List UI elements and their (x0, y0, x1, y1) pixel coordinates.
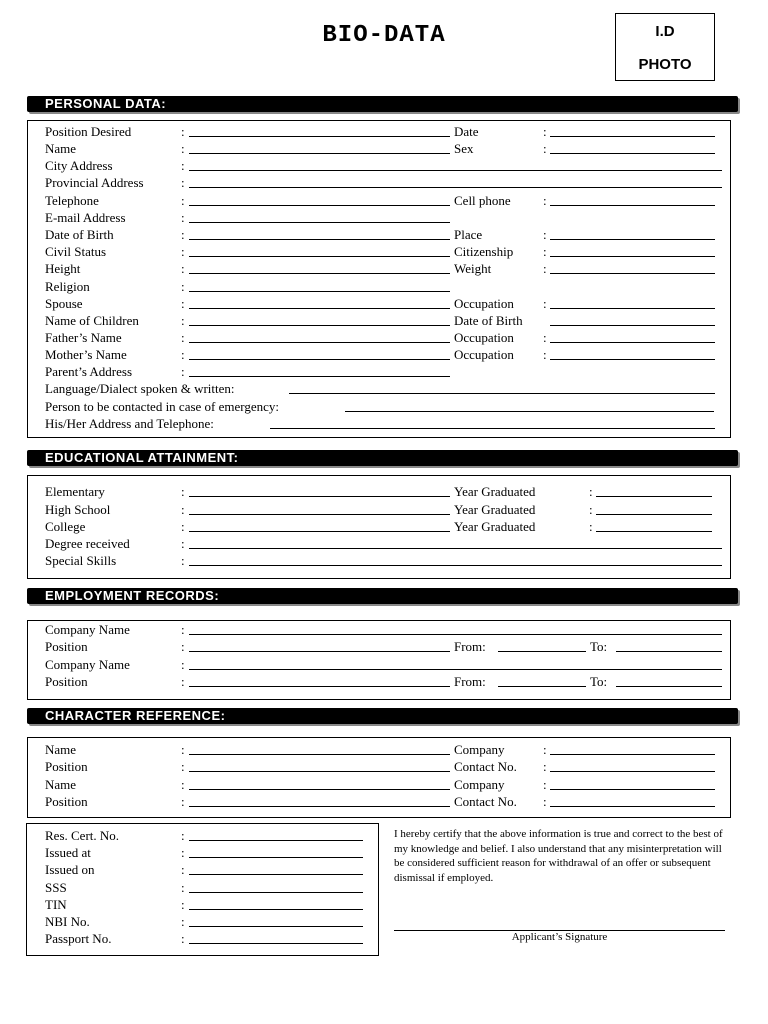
certification-text: I hereby certify that the above information is true and correct to the best of my knowledge and belief. I also understand that any misinterpretation will be considered sufficient reason for withdrawal of an offer or subsequent dismissal if employed. (394, 828, 723, 884)
high-school-label: High School (45, 502, 111, 517)
from-label-2: From: (454, 674, 486, 689)
reference-name-2-label: Name (45, 777, 77, 792)
spouse-occupation-label: Occupation (454, 296, 514, 311)
civil-status-label: Civil Status (45, 244, 107, 259)
date-of-birth-field[interactable] (189, 239, 450, 240)
telephone-field[interactable] (189, 205, 450, 206)
photo-box-line2: PHOTO (638, 56, 692, 73)
reference-company-1-field[interactable] (550, 754, 715, 755)
elementary-label: Elementary (45, 484, 105, 499)
reference-heading: CHARACTER REFERENCE: (27, 708, 738, 724)
fathers-name-label: Father’s Name (45, 330, 122, 345)
emergency-address-telephone-label: His/Her Address and Telephone: (45, 416, 214, 431)
employment-position-2-label: Position (45, 674, 88, 689)
colon-separator: : (181, 777, 185, 792)
employment-position-1-field[interactable] (189, 651, 450, 652)
colon-separator: : (181, 313, 185, 328)
provincial-address-label: Provincial Address (45, 175, 144, 190)
passport-no-field[interactable] (189, 943, 363, 944)
degree-received-label: Degree received (45, 536, 130, 551)
colon-separator: : (181, 657, 185, 672)
to-field-2[interactable] (616, 686, 722, 687)
colon-separator: : (181, 330, 185, 345)
reference-name-1-field[interactable] (189, 754, 450, 755)
colon-separator: : (181, 364, 185, 379)
spouse-field[interactable] (189, 308, 450, 309)
reference-contact-2-field[interactable] (550, 806, 715, 807)
colon-separator: : (181, 244, 185, 259)
colon-separator: : (181, 880, 185, 895)
colon-separator: : (181, 828, 185, 843)
issued-at-field[interactable] (189, 857, 363, 858)
name-label: Name (45, 141, 77, 156)
elementary-year-graduated-label: Year Graduated (454, 484, 536, 499)
colon-separator: : (181, 296, 185, 311)
sss-field[interactable] (189, 892, 363, 893)
date-of-birth-label: Date of Birth (45, 227, 114, 242)
provincial-address-field[interactable] (189, 187, 722, 188)
father-occupation-field[interactable] (550, 342, 715, 343)
colon-separator: : (181, 158, 185, 173)
reference-name-2-field[interactable] (189, 789, 450, 790)
special-skills-field[interactable] (189, 565, 722, 566)
colon-separator: : (181, 175, 185, 190)
high-school-year-graduated-label: Year Graduated (454, 502, 536, 517)
reference-contact-1-field[interactable] (550, 771, 715, 772)
reference-position-2-label: Position (45, 794, 88, 809)
tin-field[interactable] (189, 909, 363, 910)
reference-position-2-field[interactable] (189, 806, 450, 807)
college-year-graduated-label: Year Graduated (454, 519, 536, 534)
colon-separator: : (543, 742, 547, 757)
height-field[interactable] (189, 273, 450, 274)
tin-label: TIN (45, 897, 67, 912)
sex-field[interactable] (550, 153, 715, 154)
mothers-name-field[interactable] (189, 359, 450, 360)
to-field-1[interactable] (616, 651, 722, 652)
colon-separator: : (181, 124, 185, 139)
cell-phone-label: Cell phone (454, 193, 511, 208)
nbi-no-label: NBI No. (45, 914, 90, 929)
colon-separator: : (181, 742, 185, 757)
parents-address-field[interactable] (189, 376, 450, 377)
cell-phone-field[interactable] (550, 205, 715, 206)
colon-separator: : (589, 484, 593, 499)
name-of-children-label: Name of Children (45, 313, 139, 328)
from-field-2[interactable] (498, 686, 586, 687)
mother-occupation-label: Occupation (454, 347, 514, 362)
emergency-contact-label: Person to be contacted in case of emergency: (45, 399, 280, 414)
reference-position-1-field[interactable] (189, 771, 450, 772)
telephone-label: Telephone (45, 193, 99, 208)
colon-separator: : (543, 193, 547, 208)
colon-separator: : (181, 227, 185, 242)
spouse-occupation-field[interactable] (550, 308, 715, 309)
reference-name-1-label: Name (45, 742, 77, 757)
education-heading: EDUCATIONAL ATTAINMENT: (27, 450, 738, 466)
city-address-field[interactable] (189, 170, 722, 171)
personal-data-heading: PERSONAL DATA: (27, 96, 738, 112)
religion-field[interactable] (189, 291, 450, 292)
city-address-label: City Address (45, 158, 113, 173)
colon-separator: : (181, 484, 185, 499)
signature-label: Applicant’s Signature (511, 931, 608, 943)
colon-separator: : (543, 347, 547, 362)
reference-contact-2-label: Contact No. (454, 794, 517, 809)
colon-separator: : (181, 794, 185, 809)
college-year-graduated-field[interactable] (596, 531, 712, 532)
company-name-2-label: Company Name (45, 657, 130, 672)
colon-separator: : (543, 124, 547, 139)
colon-separator: : (543, 261, 547, 276)
issued-on-field[interactable] (189, 874, 363, 875)
colon-separator: : (181, 914, 185, 929)
language-dialect-field[interactable] (289, 393, 715, 394)
issued-at-label: Issued at (45, 845, 91, 860)
reference-company-2-field[interactable] (550, 789, 715, 790)
sex-label: Sex (454, 141, 474, 156)
colon-separator: : (181, 931, 185, 946)
colon-separator: : (181, 759, 185, 774)
employment-position-1-label: Position (45, 639, 88, 654)
mother-occupation-field[interactable] (550, 359, 715, 360)
citizenship-label: Citizenship (454, 244, 514, 259)
colon-separator: : (181, 193, 185, 208)
res-cert-no-label: Res. Cert. No. (45, 828, 120, 843)
degree-received-field[interactable] (189, 548, 722, 549)
sss-label: SSS (45, 880, 67, 895)
reference-company-2-label: Company (454, 777, 505, 792)
colon-separator: : (181, 553, 185, 568)
colon-separator: : (543, 794, 547, 809)
to-label-1: To: (590, 639, 608, 654)
colon-separator: : (181, 897, 185, 912)
place-of-birth-field[interactable] (550, 239, 715, 240)
colon-separator: : (181, 622, 185, 637)
reference-position-1-label: Position (45, 759, 88, 774)
form-title: BIO-DATA (322, 22, 446, 49)
from-label-1: From: (454, 639, 486, 654)
weight-field[interactable] (550, 273, 715, 274)
employment-position-2-field[interactable] (189, 686, 450, 687)
employment-heading: EMPLOYMENT RECORDS: (27, 588, 738, 604)
colon-separator: : (543, 227, 547, 242)
college-field[interactable] (189, 531, 450, 532)
citizenship-field[interactable] (550, 256, 715, 257)
colon-separator: : (181, 347, 185, 362)
colon-separator: : (181, 502, 185, 517)
email-address-label: E-mail Address (45, 210, 126, 225)
education-box (27, 475, 731, 579)
employment-box (27, 620, 731, 700)
high-school-year-graduated-field[interactable] (596, 514, 712, 515)
colon-separator: : (181, 279, 185, 294)
passport-no-label: Passport No. (45, 931, 112, 946)
position-desired-field[interactable] (189, 136, 450, 137)
fathers-name-field[interactable] (189, 342, 450, 343)
company-name-2-field[interactable] (189, 669, 722, 670)
colon-separator: : (181, 845, 185, 860)
father-occupation-label: Occupation (454, 330, 514, 345)
nbi-no-field[interactable] (189, 926, 363, 927)
issued-on-label: Issued on (45, 862, 95, 877)
colon-separator: : (181, 536, 185, 551)
colon-separator: : (181, 519, 185, 534)
position-desired-label: Position Desired (45, 124, 132, 139)
height-label: Height (45, 261, 81, 276)
id-photo-box (615, 13, 715, 81)
reference-company-1-label: Company (454, 742, 505, 757)
email-address-field[interactable] (189, 222, 450, 223)
special-skills-label: Special Skills (45, 553, 117, 568)
name-field[interactable] (189, 153, 450, 154)
religion-label: Religion (45, 279, 90, 294)
colon-separator: : (543, 141, 547, 156)
emergency-address-telephone-field[interactable] (270, 428, 715, 429)
date-label: Date (454, 124, 479, 139)
colon-separator: : (181, 141, 185, 156)
date-field[interactable] (550, 136, 715, 137)
weight-label: Weight (454, 261, 492, 276)
colon-separator: : (589, 502, 593, 517)
spouse-label: Spouse (45, 296, 83, 311)
emergency-contact-field[interactable] (345, 411, 714, 412)
elementary-field[interactable] (189, 496, 450, 497)
colon-separator: : (543, 244, 547, 259)
language-dialect-label: Language/Dialect spoken & written: (45, 381, 235, 396)
parents-address-label: Parent’s Address (45, 364, 133, 379)
children-date-of-birth-field[interactable] (550, 325, 715, 326)
company-name-1-label: Company Name (45, 622, 130, 637)
colon-separator: : (181, 674, 185, 689)
res-cert-no-field[interactable] (189, 840, 363, 841)
from-field-1[interactable] (498, 651, 586, 652)
mothers-name-label: Mother’s Name (45, 347, 127, 362)
elementary-year-graduated-field[interactable] (596, 496, 712, 497)
colon-separator: : (181, 261, 185, 276)
name-of-children-field[interactable] (189, 325, 450, 326)
place-of-birth-label: Place (454, 227, 483, 242)
high-school-field[interactable] (189, 514, 450, 515)
colon-separator: : (543, 296, 547, 311)
colon-separator: : (589, 519, 593, 534)
photo-box-line1: I.D (655, 23, 675, 40)
colon-separator: : (181, 210, 185, 225)
colon-separator: : (181, 862, 185, 877)
colon-separator: : (543, 759, 547, 774)
reference-contact-1-label: Contact No. (454, 759, 517, 774)
company-name-1-field[interactable] (189, 634, 722, 635)
colon-separator: : (543, 330, 547, 345)
colon-separator: : (543, 777, 547, 792)
civil-status-field[interactable] (189, 256, 450, 257)
to-label-2: To: (590, 674, 608, 689)
college-label: College (45, 519, 86, 534)
colon-separator: : (181, 639, 185, 654)
children-date-of-birth-label: Date of Birth (454, 313, 523, 328)
